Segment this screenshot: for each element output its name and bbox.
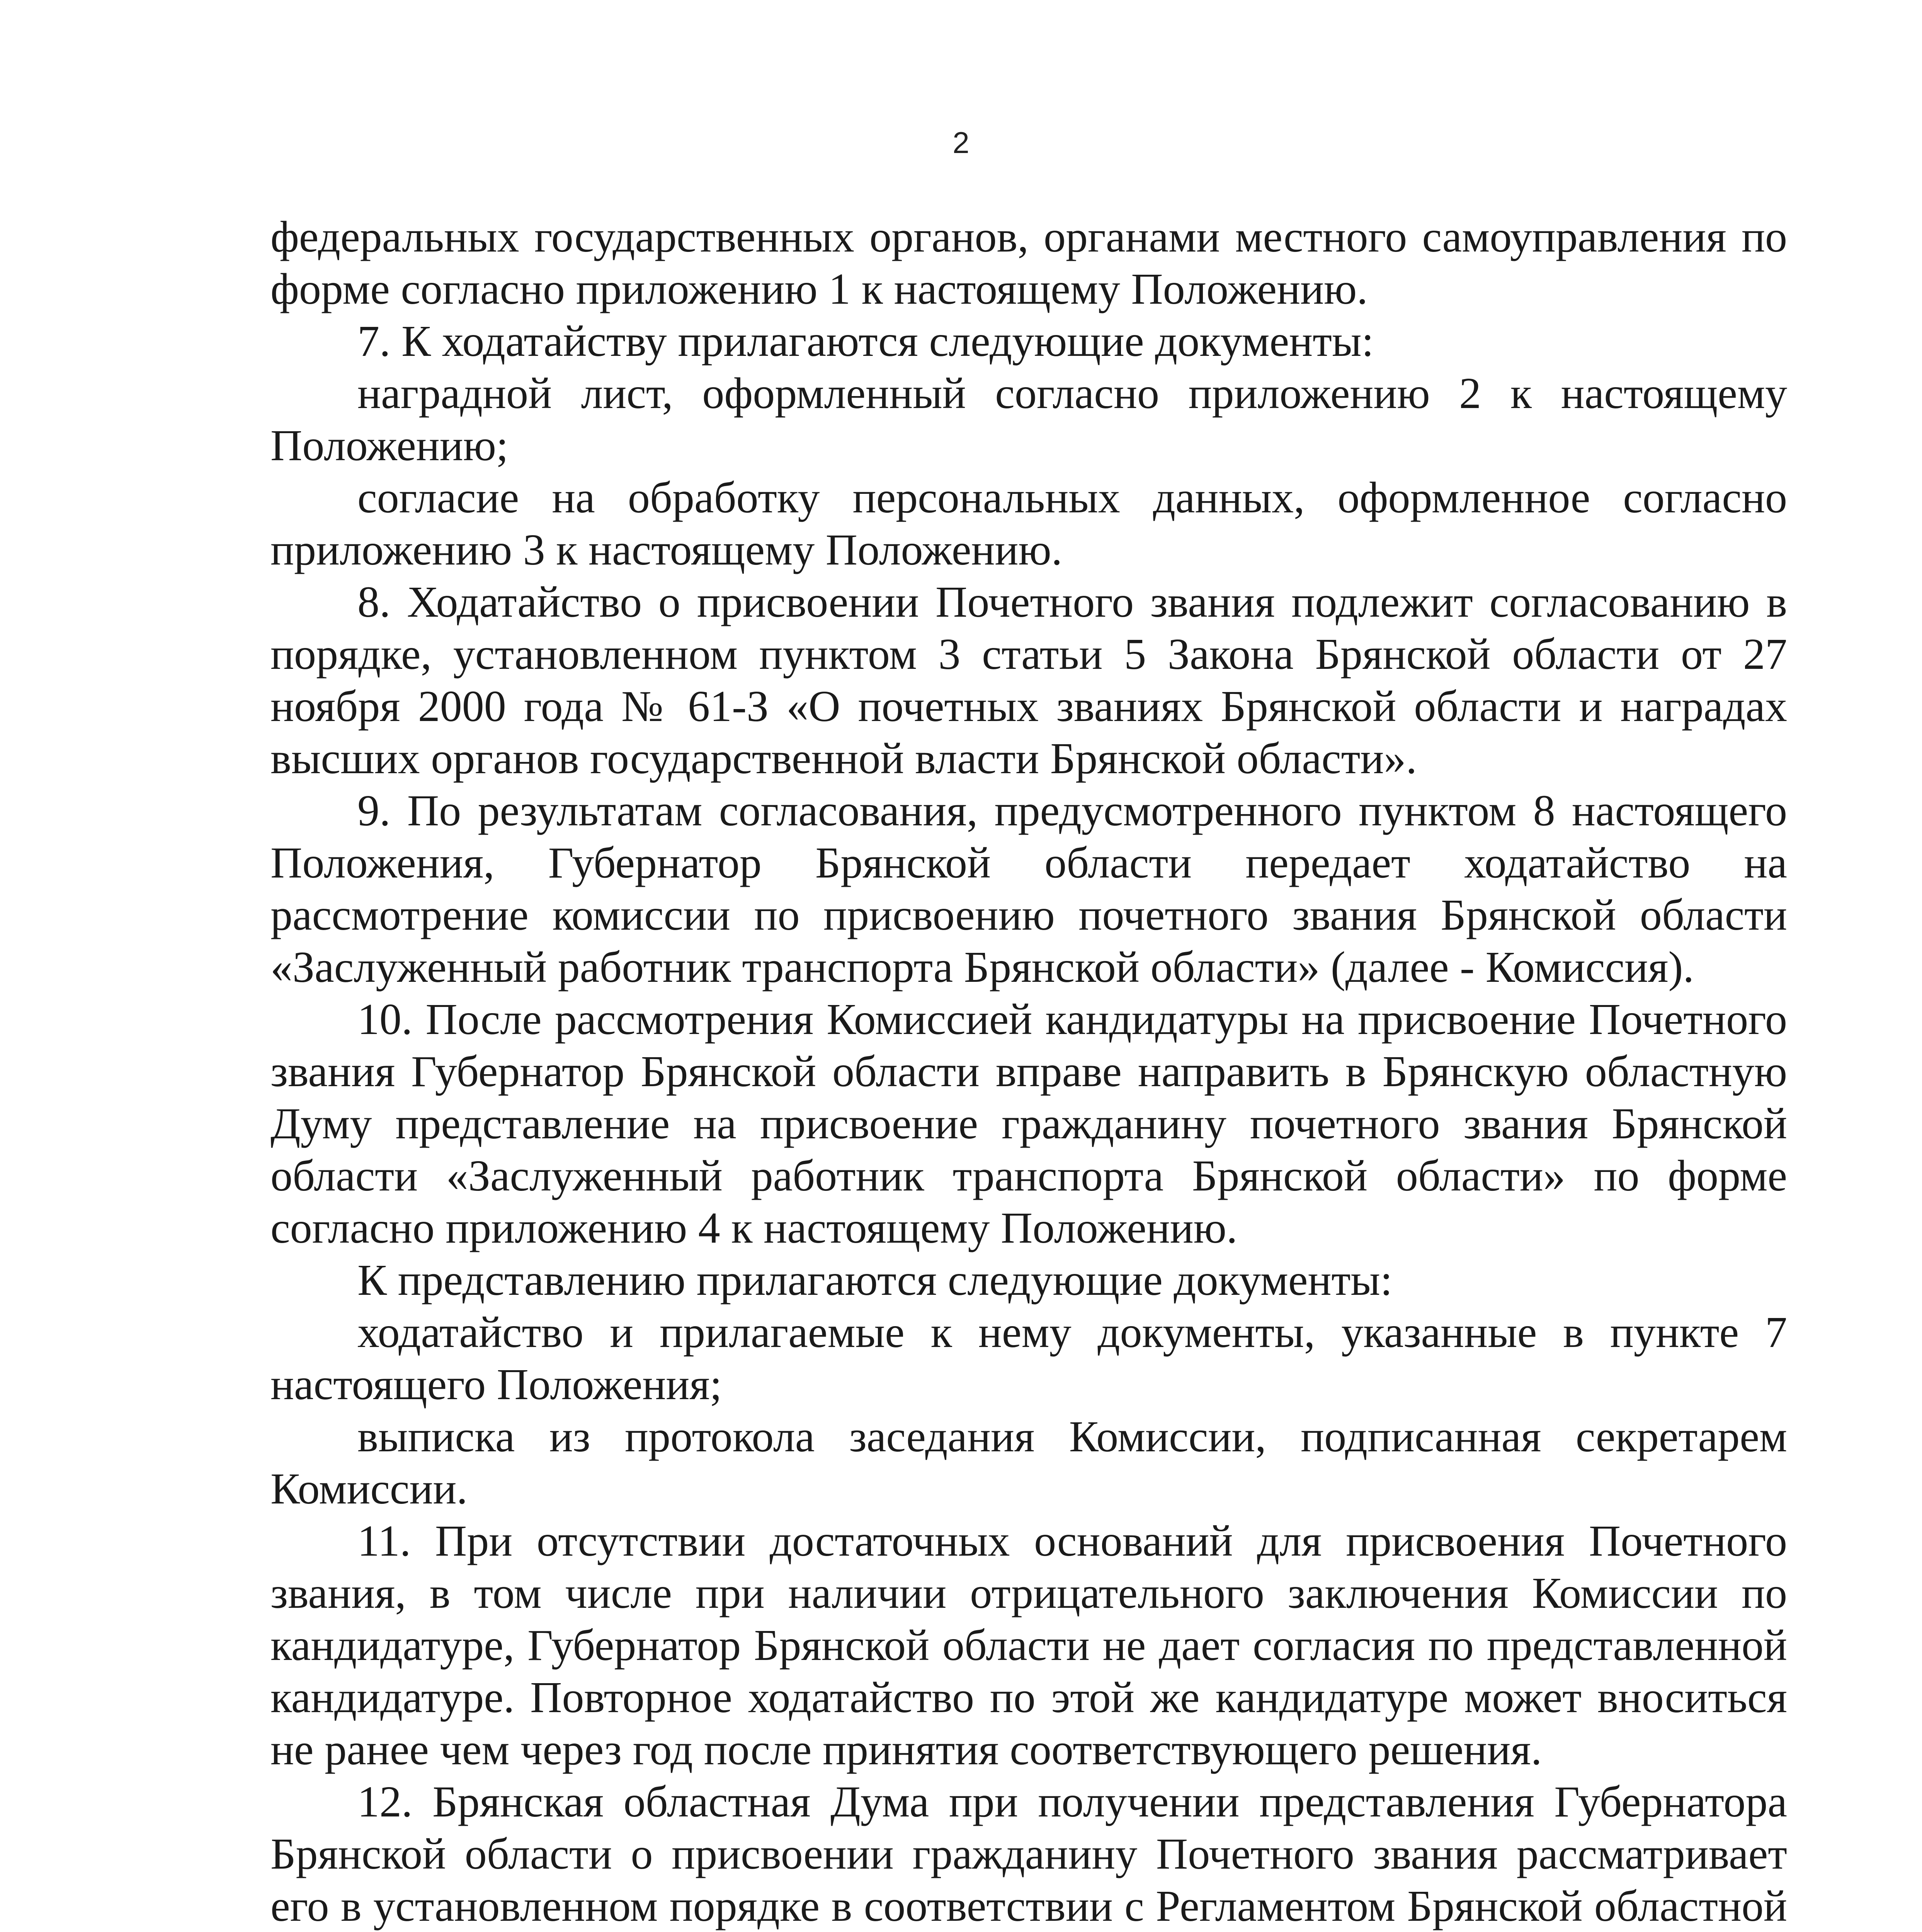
paragraph-8: 8. Ходатайство о присвоении Почетного звания подлежит согласованию в порядке, установленном пунктом 3 статьи 5 Закона Брянской области от 27 ноября 2000 года № 61-З «О почетных званиях Брянской области и наградах высших органов государственной власти Брянской области». xyxy=(270,577,1787,783)
paragraph-9: 9. По результатам согласования, предусмотренного пунктом 8 настоящего Положения, Губернатор Брянской области передает ходатайство на рассмотрение комиссии по присвоению почетного звания Брянской области «Заслуженный работник транспорта Брянской области» (далее - Комиссия). xyxy=(270,786,1787,992)
paragraph-10-petition: ходатайство и прилагаемые к нему документы, указанные в пункте 7 настоящего Положения; xyxy=(270,1308,1787,1409)
paragraph-7-award-sheet: наградной лист, оформленный согласно приложению 2 к настоящему Положению; xyxy=(270,369,1787,470)
paragraph-12: 12. Брянская областная Дума при получении представления Губернатора Брянской области о присвоении гражданину Почетного звания рассматривает его в установленном порядке в соответствии с Регламентом Брянской областной xyxy=(270,1777,1787,1930)
paragraph-7: 7. К ходатайству прилагаются следующие документы: xyxy=(357,316,1374,366)
page-number: 2 xyxy=(952,126,970,160)
paragraph-10-attachments: К представлению прилагаются следующие документы: xyxy=(357,1255,1393,1304)
paragraph-continuation: федеральных государственных органов, органами местного самоуправления по форме согласно приложению 1 к настоящему Положению. xyxy=(270,212,1787,313)
paragraph-10: 10. После рассмотрения Комиссией кандидатуры на присвоение Почетного звания Губернатор Брянской области вправе направить в Брянскую областную Думу представление на присвоение гражданину почетного звания Брянской области «Заслуженный работник транспорта Брянской области» по форме согласно приложению 4 к настоящему Положению. xyxy=(270,995,1787,1252)
document-body xyxy=(270,211,1787,1932)
paragraph-7-consent: согласие на обработку персональных данных, оформленное согласно приложению 3 к настоящему Положению. xyxy=(270,473,1787,574)
paragraph-10-extract: выписка из протокола заседания Комиссии, подписанная секретарем Комиссии. xyxy=(270,1412,1787,1513)
paragraph-11: 11. При отсутствии достаточных оснований для присвоения Почетного звания, в том числе при наличии отрицательного заключения Комиссии по кандидатуре, Губернатор Брянской области не дает согласия по представленной кандидатуре. Повторное ходатайство по этой же кандидатуре может вноситься не ранее чем через год после принятия соответствующего решения. xyxy=(270,1516,1787,1774)
